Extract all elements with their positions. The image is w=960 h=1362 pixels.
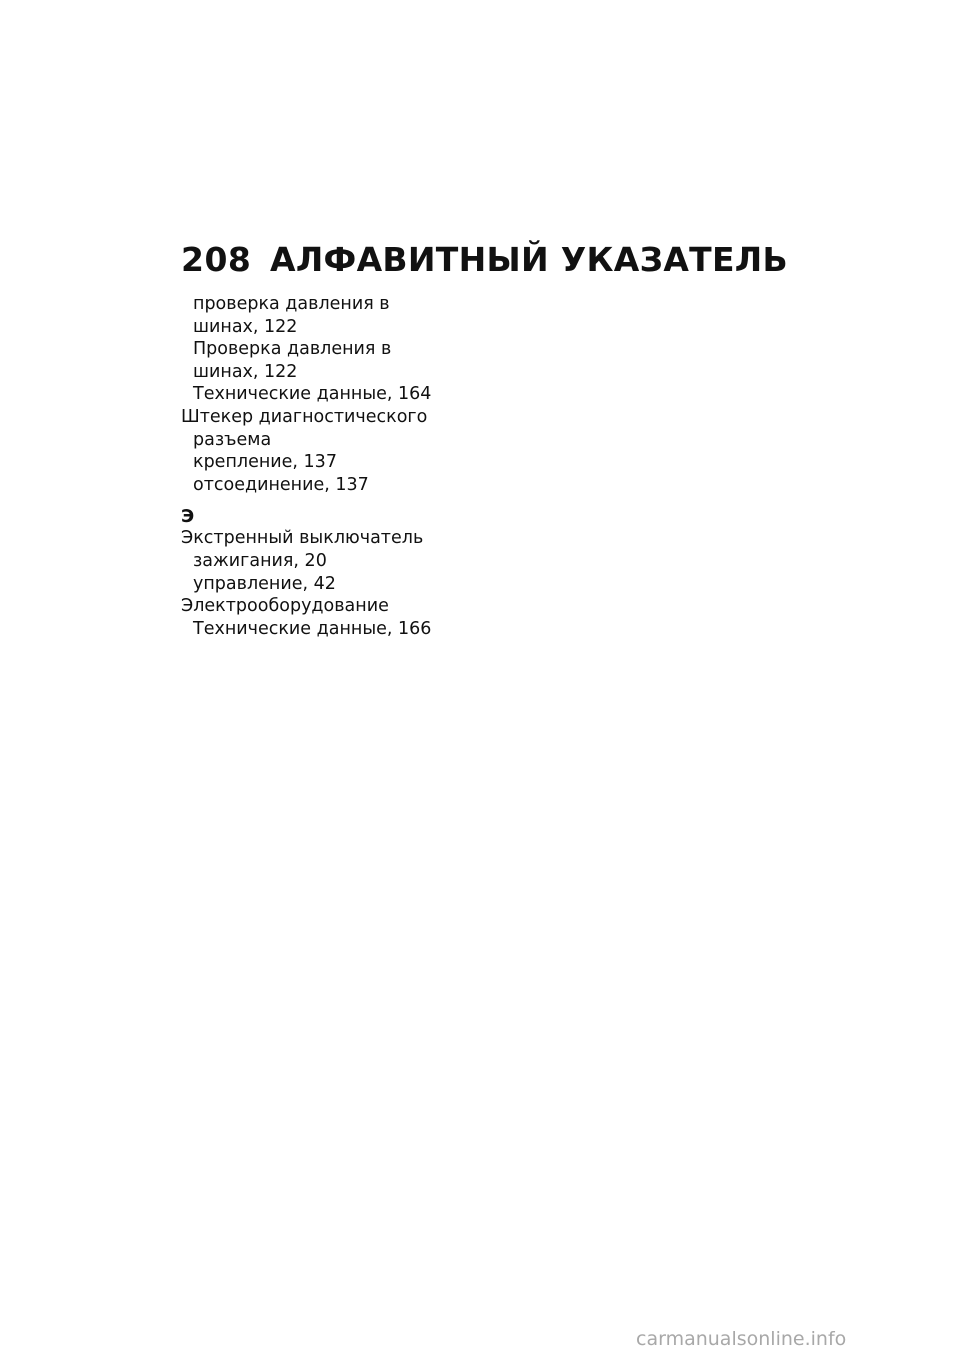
index-entry: Проверка давления в (193, 339, 392, 360)
page-title: АЛФАВИТНЫЙ УКАЗАТЕЛЬ (270, 240, 788, 279)
index-entry: проверка давления в (193, 294, 390, 314)
index-entry: Технические данные, 164 (193, 384, 432, 405)
index-entry: зажигания, 20 (193, 550, 327, 571)
index-entry: шинах, 122 (193, 316, 298, 337)
index-entry: отсоединение, 137 (193, 474, 369, 495)
index-entry: крепление, 137 (193, 452, 337, 473)
watermark: carmanualsonline.info (636, 1328, 847, 1350)
index-entry: Штекер диагностического (181, 406, 428, 427)
alphabetical-index (181, 293, 441, 640)
index-entry: управление, 42 (193, 573, 336, 594)
index-entry: шинах, 122 (193, 361, 298, 382)
index-entry: Электрооборудование (181, 596, 389, 617)
index-entry: разъема (193, 429, 272, 450)
index-entry: Технические данные, 166 (193, 618, 432, 639)
page-number: 208 (181, 240, 252, 279)
index-letter-heading: Э (181, 506, 195, 528)
index-entry: Экстренный выключатель (181, 528, 424, 549)
